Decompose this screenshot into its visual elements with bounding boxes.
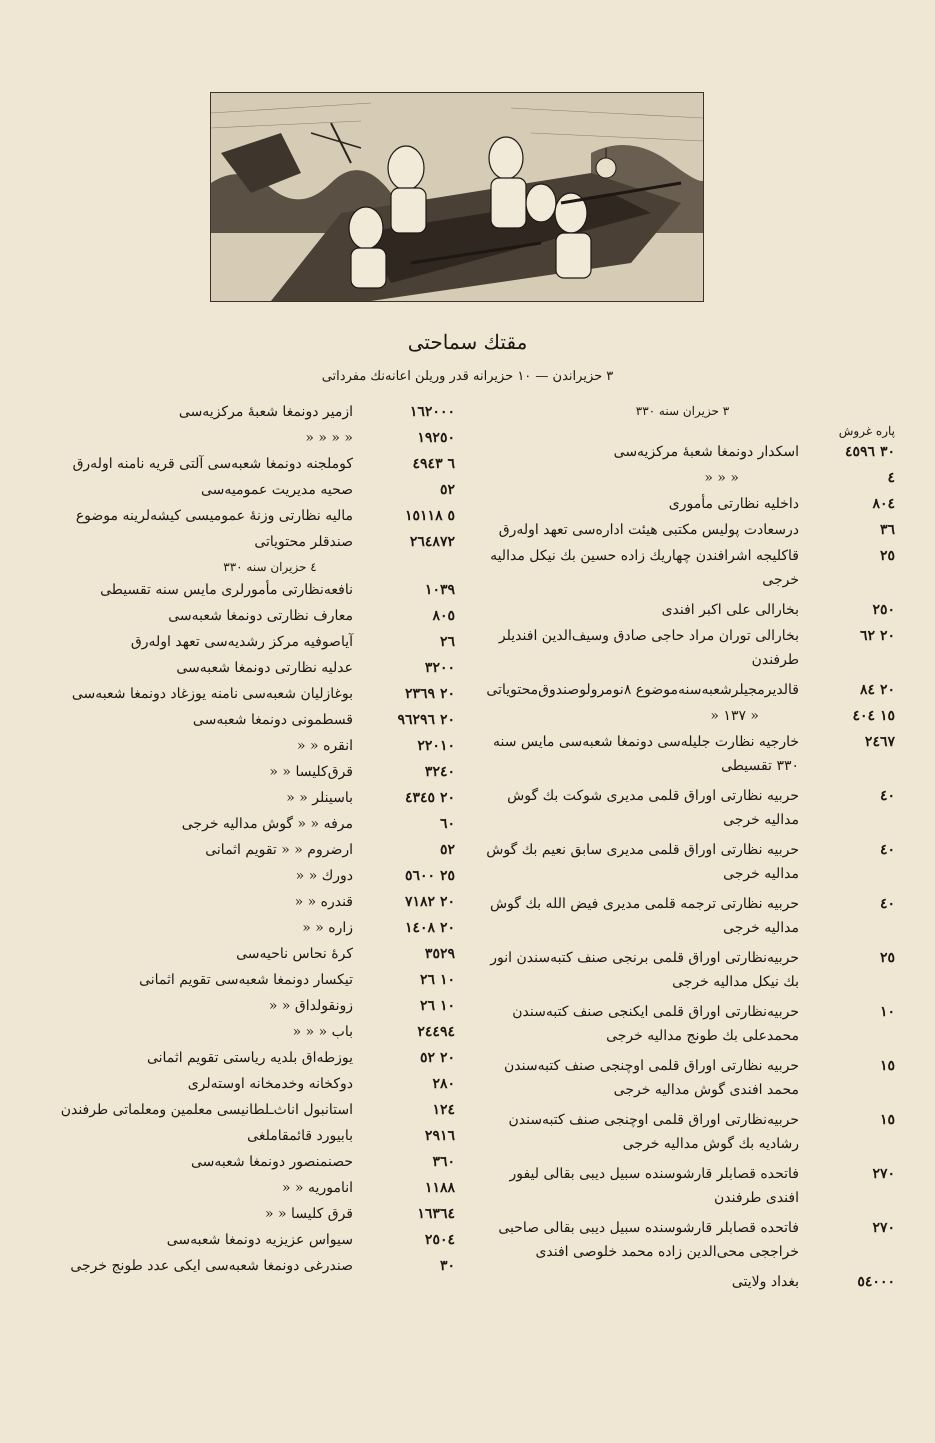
list-item (25, 1228, 455, 1252)
amount: ٢٠ ٢٣٦٩ (405, 686, 455, 702)
list-item (25, 682, 455, 706)
entry-text: مرفه « « گوش مداليه خرجی (181, 816, 353, 832)
list-item (480, 492, 895, 516)
amount: ٢٠ ١٤٠٨ (405, 920, 455, 936)
boat-scene-illustration (210, 92, 704, 302)
boat-scene-engraving-icon (211, 93, 703, 301)
amount: ٢٠ ٨٤ (860, 682, 895, 698)
entry-text: حربیه نظارتی اوراق قلمی اوچنجی صنف کتبه‌سندن محمد افندی گوش مداليه خرجی (504, 1058, 799, 1098)
entry-text: حربیه‌نظارتی اوراق قلمی ایکنجی صنف کتبه‌سندن محمدعلی بك طونج مداليه خرجی (512, 1004, 799, 1044)
list-item (25, 916, 455, 940)
amount: ٢٠ ٩٦٢٩٦ (397, 712, 455, 728)
amount: ١٠ ٢٦ (420, 998, 455, 1014)
entry-text: یوزطه‌اق بلدیه ریاستی تقویم اثمانی (146, 1050, 353, 1066)
amount: ٣٢٤٠ (424, 764, 455, 780)
amount: ٣٢٠٠ (424, 660, 455, 676)
entry-text: عدلیه نظارتی دونمغا شعبه‌سی (176, 660, 353, 676)
list-item (480, 678, 895, 702)
entry-text: دورك « « (295, 868, 353, 884)
list-item (480, 838, 895, 886)
list-item (25, 1020, 455, 1044)
amount: ٥ ١٥١١٨ (404, 508, 455, 524)
amount: ٤٠ (879, 842, 895, 858)
entry-text: بغداد ولایتی (731, 1274, 799, 1290)
amount: ٢٥ ٥٦٠٠ (405, 868, 455, 884)
list-item (25, 656, 455, 680)
amount: ٢٤٤٩٤ (417, 1024, 455, 1040)
list-item (25, 426, 455, 450)
date-header: ٤ حزیران سنه ٣٣٠ (223, 560, 317, 574)
entry-text: اناموریه « « (282, 1180, 353, 1196)
page-title: مقتك سماحتى (407, 330, 528, 354)
entry-text: اسکدار دونمغا شعبهٔ مرکزیه‌سی (613, 444, 799, 460)
amount: ٨٠٤ (872, 496, 895, 512)
amount: ١٠ (879, 1004, 895, 1020)
list-item (25, 1072, 455, 1096)
amount: ٣٦٠ (432, 1154, 455, 1170)
entry-text: دوکخانه وخدمخانه اوسته‌لری (187, 1076, 353, 1092)
amount: ١١٨٨ (424, 1180, 455, 1196)
list-item (25, 1202, 455, 1226)
list-item (480, 598, 895, 622)
list-item (480, 1216, 895, 1264)
amount: ٥٤٠٠٠ (857, 1274, 895, 1290)
amount: ٢٠ ٧١٨٢ (405, 894, 455, 910)
amount: ١٥ (879, 1058, 895, 1074)
entry-text: فاتحده قصابلر قارشوسنده سبیل دیبی بقالی صاحبی خراججی محی‌الدین زاده محمد خلوصی افندی (498, 1220, 799, 1260)
entry-text: انقره « « (297, 738, 353, 754)
units-header: پاره غروش (838, 424, 895, 438)
entry-text: استانبول اناث‌ـلطانیسی معلمین ومعلماتی طرفندن (60, 1102, 353, 1118)
entry-text: تیکسار دونمغا شعبه‌سی تقویم اثمانی (139, 972, 353, 988)
list-item (25, 630, 455, 654)
list-item (25, 504, 455, 528)
entry-text: بخارالی علی اکبر افندی (661, 602, 799, 618)
page-subtitle: ٣ حزیراندن — ١٠ حزیرانه قدر وریلن اعانه‌نك مفرداتی (321, 369, 614, 384)
list-item (25, 708, 455, 732)
list-item (25, 400, 455, 424)
amount: ٢٥ (879, 950, 895, 966)
amount: ٤٠ (879, 896, 895, 912)
list-item (480, 946, 895, 994)
list-item (25, 890, 455, 914)
amount: ٣٦ (879, 522, 895, 538)
list-item (480, 1108, 895, 1156)
list-item (25, 1150, 455, 1174)
amount: ٢٠ ٥٢ (420, 1050, 455, 1066)
entry-text: درسعادت پولیس مکتبی هیئت اداره‌سی تعهد اوله‌رق (498, 522, 799, 538)
entry-text: حربیه نظارتی اوراق قلمی مدیری سابق نعیم بك گوش مداليه خرجی (486, 842, 799, 882)
amount: ٦ ٤٩٤٣ (412, 456, 455, 472)
list-item (25, 1046, 455, 1070)
amount: ٣٠ ٤٥٩٦ (845, 444, 895, 460)
amount: ٦٠ (439, 816, 455, 832)
entry-text: حربیه‌نظارتی اوراق قلمی اوچنجی صنف کتبه‌سندن رشادیه بك گوش مداليه خرجی (508, 1112, 799, 1152)
right-column (480, 400, 895, 1294)
entry-text: حربیه نظارتی اوراق قلمی مدیری شوکت بك گوش مداليه خرجی (507, 788, 799, 828)
entry-text: زونقولداق « « (268, 998, 353, 1014)
entry-text: صندقلر محتویاتی (254, 534, 353, 550)
amount: ٢٨٠ (432, 1076, 455, 1092)
entry-text: آیاصوفیه مرکز رشدیه‌سی تعهد اوله‌رق (130, 634, 353, 650)
entry-text: بوغازلیان شعبه‌سی نامنه یوزغاد دونمغا شعبه‌سی (71, 686, 353, 702)
entry-text: « « « (704, 470, 739, 486)
list-item (480, 730, 895, 778)
entry-text: فاتحده قصابلر قارشوسنده سبیل دیبی بقالی لیفور افندی طرفندن (509, 1166, 799, 1206)
entry-text: حربیه‌نظارتی اوراق قلمی برنجی صنف کتبه‌سندن انور بك نیکل مداليه خرجی (490, 950, 799, 990)
list-item (25, 994, 455, 1018)
entry-text: نافعه‌نظارتی مأمورلری مایس سنه تقسیطی (100, 582, 353, 598)
entry-text: ازمیر دونمغا شعبهٔ مرکزیه‌سی (178, 404, 353, 420)
list-item (25, 1124, 455, 1148)
entry-text: قسطمونی دونمغا شعبه‌سی (192, 712, 353, 728)
amount: ١٦٢٠٠٠ (409, 404, 455, 420)
list-item (480, 518, 895, 542)
list-item (480, 544, 895, 592)
list-item (25, 968, 455, 992)
amount: ٢٩١٦ (424, 1128, 455, 1144)
amount: ٢٢٠١٠ (417, 738, 455, 754)
list-item (25, 838, 455, 862)
list-item (480, 892, 895, 940)
list-item (25, 1176, 455, 1200)
list-item (25, 452, 455, 476)
date-header: ٣ حزیران سنه ٣٣٠ (635, 404, 730, 418)
list-item (25, 942, 455, 966)
list-item (25, 1254, 455, 1278)
entry-text: صندرغی دونمغا شعبه‌سی ایکی عدد طونج خرجی (70, 1258, 353, 1274)
amount: ٢٦ (439, 634, 455, 650)
list-item (480, 624, 895, 672)
list-item (25, 734, 455, 758)
entry-text: قاکلیجه اشرافندن چهاریك زاده حسین بك نیکل مداليه خرجی (490, 548, 799, 588)
list-item (25, 578, 455, 602)
amount: ١٥ ٤٠٤ (852, 708, 895, 724)
entry-text: باسینلر « « (286, 790, 353, 806)
list-item (480, 1000, 895, 1048)
amount: ١٩٢٥٠ (417, 430, 455, 446)
amount: ٤٠ (879, 788, 895, 804)
amount: ٢٧٠ (872, 1166, 895, 1182)
amount: ١٦٣٦٤ (417, 1206, 455, 1222)
list-item (480, 784, 895, 832)
amount: ٤ (887, 470, 895, 486)
list-item (480, 1162, 895, 1210)
list-item (25, 786, 455, 810)
entry-text: باب « « « (292, 1024, 353, 1040)
entry-text: حربیه نظارتی ترجمه قلمی مدیری فیض الله بك گوش مداليه خرجی (489, 896, 799, 936)
entry-text: قالدیرمجیلرشعبه‌سنه‌موضوع ٨نومرولوصندوق‌محتویاتی (486, 682, 799, 698)
list-item (480, 1270, 895, 1294)
amount: ١٥ (879, 1112, 895, 1128)
entry-text: قرق کلیسا « « (264, 1206, 353, 1222)
list-item (480, 704, 895, 728)
amount: ١٠٣٩ (424, 582, 455, 598)
entry-text: کوملجنه دونمغا شعبه‌سی آلتی قریه نامنه اوله‌رق (72, 456, 353, 472)
list-item (25, 530, 455, 554)
amount: ٢٠ ٤٣٤٥ (405, 790, 455, 806)
list-item (25, 1098, 455, 1122)
entry-text: خارجیه نظارت جلیله‌سی دونمغا شعبه‌سی مایس سنه ٣٣٠ تقسیطی (493, 734, 799, 774)
amount: ٢٠ ٦٢ (860, 628, 895, 644)
list-item (25, 812, 455, 836)
list-item (25, 478, 455, 502)
amount: ٥٢ (439, 482, 455, 498)
entry-text: قرق‌کلیسا « « (269, 764, 353, 780)
entry-text: کرهٔ نحاس ناحیه‌سی (236, 946, 353, 962)
amount: ٨٠٥ (432, 608, 455, 624)
list-item (25, 760, 455, 784)
entry-text: ارضروم « « تقویم اثمانی (205, 842, 353, 858)
amount: ٢٥٠٤ (424, 1232, 455, 1248)
entry-text: « ١٣٧ « (710, 708, 759, 724)
amount: ٣٥٢٩ (424, 946, 455, 962)
list-item (25, 864, 455, 888)
amount: ٣٠ (439, 1258, 455, 1274)
amount: ٢٤٦٧ (864, 734, 895, 750)
list-item (480, 466, 895, 490)
amount: ٢٧٠ (872, 1220, 895, 1236)
entry-text: « « « « (305, 430, 353, 446)
amount: ٢٦٤٨٧٢ (409, 534, 455, 550)
amount: ٢٥٠ (872, 602, 895, 618)
entry-text: قندره « « (294, 894, 353, 910)
amount: ٥٢ (439, 842, 455, 858)
entry-text: سیواس عزیزیه دونمغا شعبه‌سی (166, 1232, 353, 1248)
list-item (480, 440, 895, 464)
list-item (25, 604, 455, 628)
entry-text: داخلیه نظارتی مأموری (668, 496, 799, 512)
amount: ١٢٤ (432, 1102, 455, 1118)
entry-text: بابیورد قائمقاملغی (247, 1128, 353, 1144)
list-item (480, 1054, 895, 1102)
amount: ١٠ ٢٦ (420, 972, 455, 988)
entry-text: مالیه نظارتی وزنهٔ عمومیسی کیشه‌لرینه موضوع (75, 508, 353, 524)
left-column (25, 400, 455, 1280)
entry-text: معارف نظارتی دونمغا شعبه‌سی (168, 608, 353, 624)
entry-text: زاره « « (302, 920, 353, 936)
entry-text: حصنمنصور دونمغا شعبه‌سی (191, 1154, 353, 1170)
entry-text: صحیه مدیریت عمومیه‌سی (201, 482, 353, 498)
amount: ٢٥ (879, 548, 895, 564)
entry-text: بخارالی توران مراد حاجی صادق وسیف‌الدین افندیلر طرفندن (498, 628, 799, 668)
